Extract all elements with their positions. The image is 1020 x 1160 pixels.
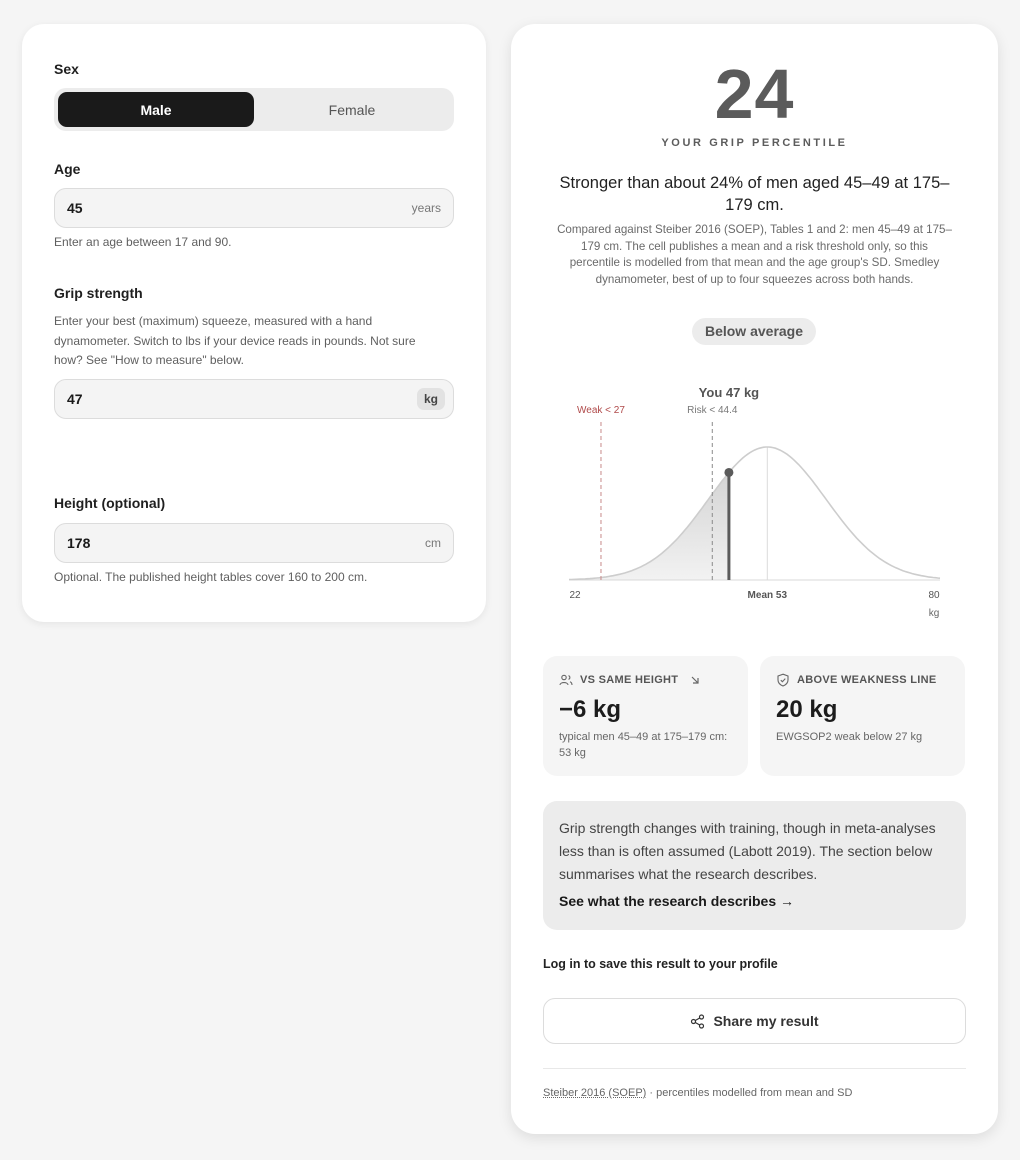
risk-label: Risk < 44.4 bbox=[687, 405, 738, 416]
source-link[interactable]: Steiber 2016 (SOEP) bbox=[543, 1087, 647, 1099]
age-unit: years bbox=[411, 201, 441, 215]
share-icon bbox=[690, 1014, 705, 1029]
training-note bbox=[543, 801, 966, 930]
x-unit-label: kg bbox=[928, 608, 940, 619]
age-hint: Enter an age between 17 and 90. bbox=[54, 235, 232, 249]
source-note: · percentiles modelled from mean and SD bbox=[646, 1087, 853, 1099]
above-weakness-subtext: EWGSOP2 weak below 27 kg bbox=[776, 731, 923, 743]
age-label: Age bbox=[54, 161, 81, 177]
weak-label: Weak < 27 bbox=[577, 405, 625, 416]
research-link[interactable]: See what the research describes → bbox=[559, 893, 794, 909]
distribution-chart bbox=[559, 378, 951, 626]
sex-toggle bbox=[54, 88, 454, 131]
share-button[interactable] bbox=[543, 998, 966, 1044]
result-card bbox=[511, 24, 998, 1134]
height-field bbox=[54, 523, 454, 563]
login-link[interactable]: Log in to save this result to your profile bbox=[543, 957, 778, 971]
result-description: Compared against Steiber 2016 (SOEP), Tables 1 and 2: men 45–49 at 175–179 cm. The cell publishes a mean and a risk threshold only, so this percentile is modelled from that mean and the age group's SD. Smedley dynamometer, best of up to four squeezes across both hands. bbox=[557, 223, 952, 286]
above-weakness-title: ABOVE WEAKNESS LINE bbox=[797, 674, 937, 686]
x-min-tick-label: 22 bbox=[569, 590, 581, 601]
above-weakness-value: 20 kg bbox=[776, 696, 838, 723]
age-field bbox=[54, 188, 454, 228]
arrow-down-right-icon bbox=[689, 674, 701, 686]
height-input[interactable] bbox=[67, 524, 387, 562]
grip-label: Grip strength bbox=[54, 285, 143, 301]
grip-hint: Enter your best (maximum) squeeze, measured with a hand dynamometer. Switch to lbs if your device reads in pounds. Not sure how? See "How to measure" below. bbox=[54, 314, 416, 367]
you-label: You 47 kg bbox=[698, 385, 760, 400]
training-note-text: Grip strength changes with training, though in meta-analyses less than is often assumed (Labott 2019). The section below summarises what the research describes. bbox=[559, 820, 936, 882]
above-weakness-card bbox=[760, 656, 965, 776]
sex-male-button[interactable]: Male bbox=[58, 92, 254, 127]
percentile-caption: YOUR GRIP PERCENTILE bbox=[661, 137, 848, 149]
mean-tick-label: Mean 53 bbox=[747, 590, 788, 601]
you-marker-dot bbox=[724, 468, 733, 477]
share-button-label: Share my result bbox=[713, 1013, 819, 1029]
grip-input[interactable] bbox=[67, 380, 387, 418]
vs-same-height-card bbox=[543, 656, 748, 776]
height-label: Height (optional) bbox=[54, 495, 166, 511]
x-max-tick-label: 80 bbox=[928, 590, 940, 601]
below-you-area bbox=[569, 473, 729, 581]
sex-female-button[interactable]: Female bbox=[328, 101, 376, 118]
height-unit: cm bbox=[425, 536, 441, 550]
source-footer bbox=[543, 1087, 852, 1099]
vs-same-height-value: −6 kg bbox=[559, 696, 622, 723]
shield-icon bbox=[776, 673, 790, 687]
percentile-value: 24 bbox=[714, 55, 795, 133]
grip-field bbox=[54, 379, 454, 419]
sex-label: Sex bbox=[54, 61, 79, 77]
result-headline: Stronger than about 24% of men aged 45–49 at 175–179 cm. bbox=[559, 174, 950, 214]
vs-same-height-title: VS SAME HEIGHT bbox=[580, 674, 679, 686]
users-icon bbox=[559, 673, 573, 687]
height-hint: Optional. The published height tables cover 160 to 200 cm. bbox=[54, 570, 368, 584]
grip-unit-toggle[interactable]: kg bbox=[417, 388, 445, 410]
category-badge: Below average bbox=[692, 318, 816, 345]
distribution-curve bbox=[569, 447, 940, 580]
input-card bbox=[22, 24, 486, 622]
vs-same-height-subtext: typical men 45–49 at 175–179 cm: 53 kg bbox=[559, 731, 728, 759]
age-input[interactable] bbox=[67, 189, 387, 227]
footer-divider bbox=[543, 1068, 966, 1069]
